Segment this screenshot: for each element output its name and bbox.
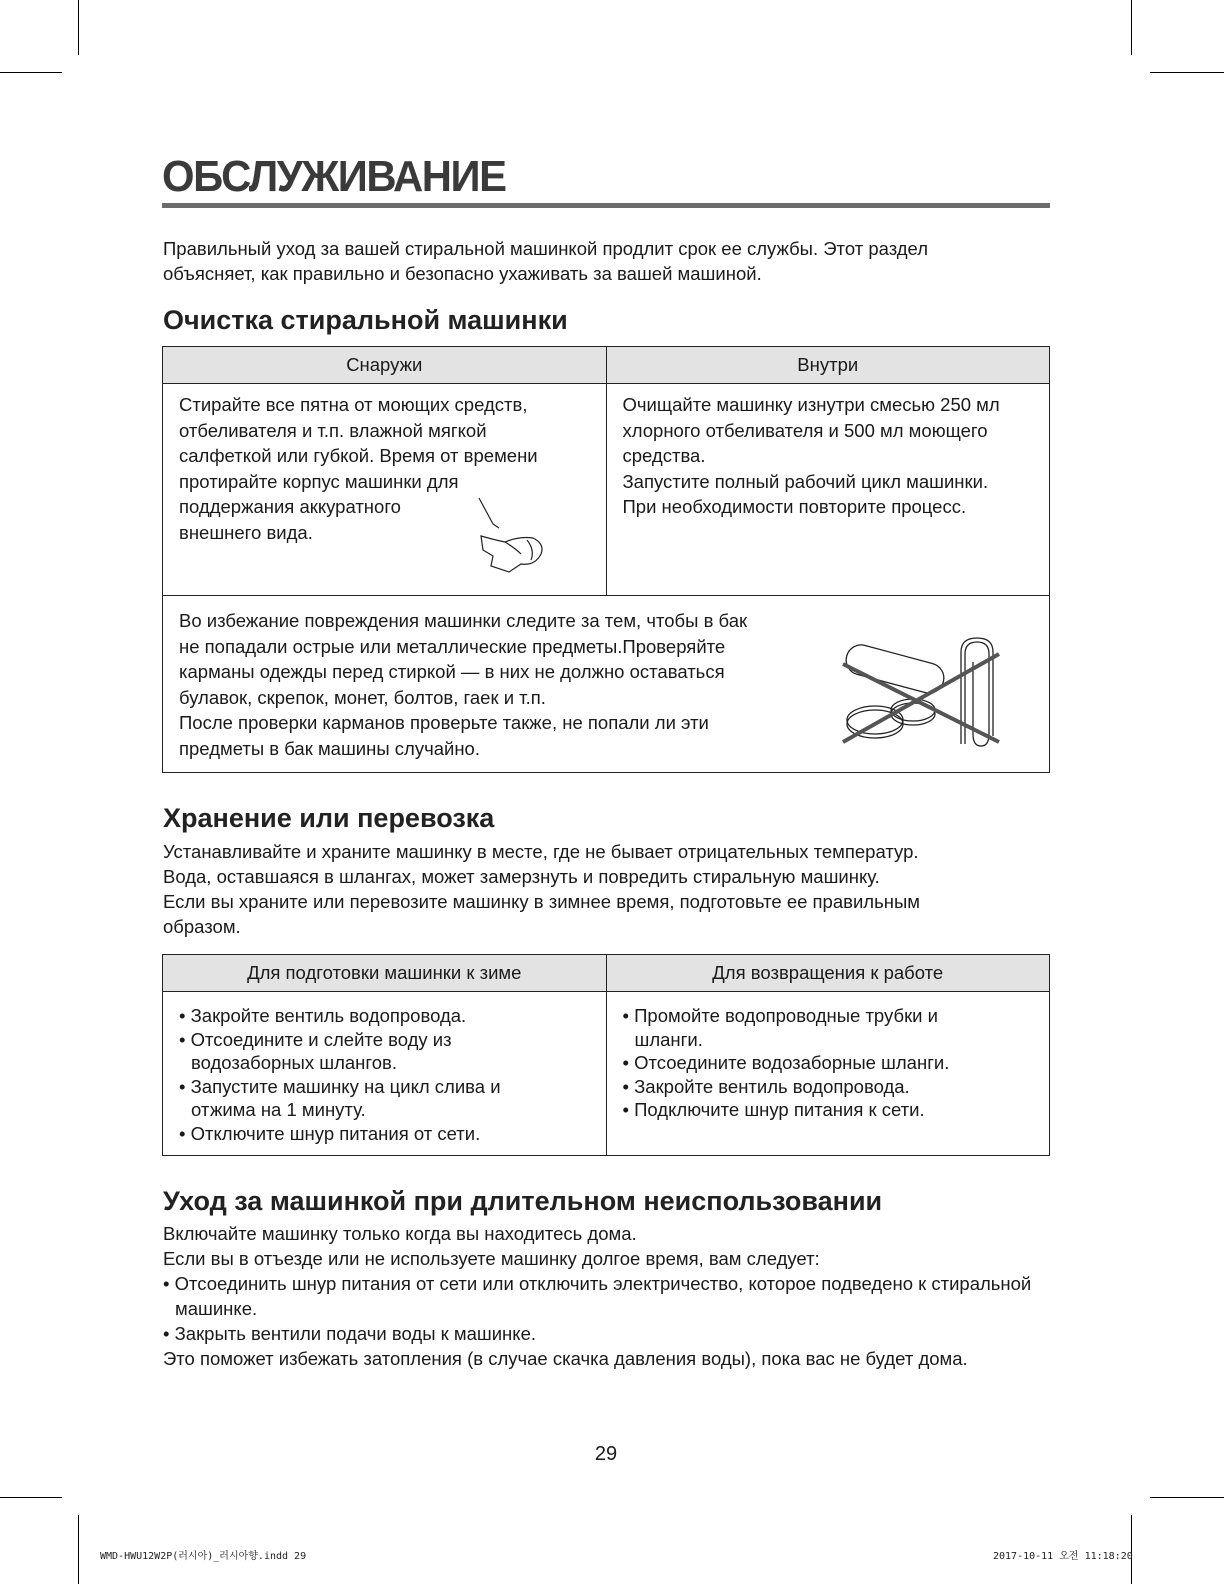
crop-mark	[1131, 0, 1132, 55]
crop-mark	[1150, 72, 1224, 73]
text-line: внешнего вида.	[179, 521, 313, 543]
cleaning-heading: Очистка стиральной машинки	[163, 305, 568, 335]
col-winter: Для подготовки машинки к зиме	[163, 955, 607, 992]
inside-cell	[606, 384, 1050, 596]
return-cell: • Промойте водопроводные трубки и шланги. • Отсоедините водозаборные шланги. • Закройте вентиль водопровода. • Подключите шнур питания к сети.	[606, 992, 1050, 1156]
text-line: протирайте корпус машинки для	[179, 470, 459, 492]
text-line: При необходимости повторите процесс.	[622, 496, 967, 517]
text-line: Запустите полный рабочий цикл машинки.	[622, 470, 989, 492]
storage-table	[162, 954, 1050, 1156]
col-inside: Внутри	[606, 347, 1050, 384]
crop-mark	[0, 72, 62, 73]
crop-mark	[1150, 1497, 1224, 1498]
text-line: средства.	[622, 445, 706, 466]
longterm-bullet: Закрыть вентили подачи воды к машинке.	[174, 1323, 537, 1344]
longterm-text: Включайте машинку только когда вы находитесь дома. Если вы в отъезде или не используете машинку долгое время, вам следует: • Отсоединить шнур питания от сети или отключить электричество, которое подведено к стиральной машинке. • Закрыть вентили подачи воды к машинке. Это поможет избежать затопления (в случае скачка давления воды), пока вас не будет дома.	[163, 1223, 1032, 1369]
storage-heading: Хранение или перевозка	[163, 803, 495, 833]
text-line: отбеливателя и т.п. влажной мягкой	[179, 419, 487, 441]
text-line: Очищайте машинку изнутри смесью 250 мл	[622, 394, 1000, 415]
col-outside: Снаружи	[163, 347, 607, 384]
winter-item: Закройте вентиль водопровода.	[190, 1005, 467, 1026]
text-line: Во избежание повреждения машинки следите за тем, чтобы в бак	[179, 610, 748, 631]
warning-cell	[163, 596, 1050, 773]
text-line: салфеткой или губкой. Время от времени	[179, 445, 538, 466]
text-line: поддержания аккуратного	[179, 496, 401, 517]
text-line: карманы одежды перед стиркой — в них не должно оставаться	[179, 661, 725, 682]
text-line: не попадали острые или металлические предметы.Проверяйте	[179, 635, 726, 657]
page-title: ОБСЛУЖИВАНИЕ	[162, 152, 506, 201]
longterm-heading: Уход за машинкой при длительном неиспользовании	[163, 1186, 883, 1216]
text-line: Вода, оставшаяся в шлангах, может замерзнуть и повредить стиральную машинку.	[163, 866, 880, 887]
hand-wiping-illustration	[475, 496, 565, 576]
col-return: Для возвращения к работе	[606, 955, 1050, 992]
text-line: образом.	[163, 916, 241, 937]
page-number: 29	[594, 1443, 618, 1465]
text-line: хлорного отбеливателя и 500 мл моющего	[622, 419, 988, 441]
return-item: Подключите шнур питания к сети.	[634, 1099, 925, 1120]
crop-mark	[78, 1515, 79, 1584]
storage-text	[163, 839, 920, 939]
text-line: Включайте машинку только когда вы находитесь дома.	[163, 1223, 637, 1244]
text-line: булавок, скрепок, монет, болтов, гаек и т.п.	[179, 686, 546, 708]
intro-text	[163, 236, 928, 286]
crop-mark	[78, 0, 79, 55]
winter-item: Отключите шнур питания от сети.	[190, 1122, 481, 1144]
text-line: Если вы храните или перевозите машинку в зимнее время, подготовьте ее правильным	[163, 891, 920, 912]
no-metal-objects-icon	[835, 634, 1015, 754]
cleaning-table	[162, 346, 1050, 773]
crop-mark	[0, 1497, 62, 1498]
intro-line: Правильный уход за вашей стиральной машинкой продлит срок ее службы. Этот раздел	[163, 238, 929, 259]
text-line: предметы в бак машины случайно.	[179, 737, 480, 759]
winter-item: Отсоедините и слейте воду из водозаборных шлангов.	[190, 1028, 452, 1073]
longterm-bullet: Отсоединить шнур питания от сети или отключить электричество, которое подведено к стиральной машинке.	[174, 1273, 1032, 1319]
text-line: После проверки карманов проверьте также, не попали ли эти	[179, 712, 709, 733]
return-item: Закройте вентиль водопровода.	[634, 1075, 910, 1097]
return-item: Отсоедините водозаборные шланги.	[634, 1052, 950, 1073]
winter-item: Запустите машинку на цикл слива и отжима на 1 минуту.	[190, 1075, 501, 1120]
text-line: Стирайте все пятна от моющих средств,	[179, 394, 528, 415]
text-line: Если вы в отъезде или не используете машинку долгое время, вам следует:	[163, 1248, 820, 1269]
return-item: Промойте водопроводные трубки и шланги.	[634, 1005, 938, 1050]
winter-cell: • Закройте вентиль водопровода. • Отсоедините и слейте воду из водозаборных шлангов. • Запустите машинку на цикл слива и отжима на 1 минуту. • Отключите шнур питания от сети.	[163, 992, 607, 1156]
footer-timestamp: 2017-10-11 오전 11:18:20	[993, 1551, 1133, 1562]
title-rule	[162, 203, 1050, 208]
outside-cell	[163, 384, 607, 596]
text-line: Устанавливайте и храните машинку в месте, где не бывает отрицательных температур.	[163, 841, 919, 862]
text-line: Это поможет избежать затопления (в случае скачка давления воды), пока вас не будет дома.	[163, 1348, 968, 1369]
intro-line: объясняет, как правильно и безопасно ухаживать за вашей машиной.	[163, 263, 762, 284]
footer-file: WMD-HWU12W2P(러시아)_러시아향.indd 29	[100, 1551, 307, 1562]
